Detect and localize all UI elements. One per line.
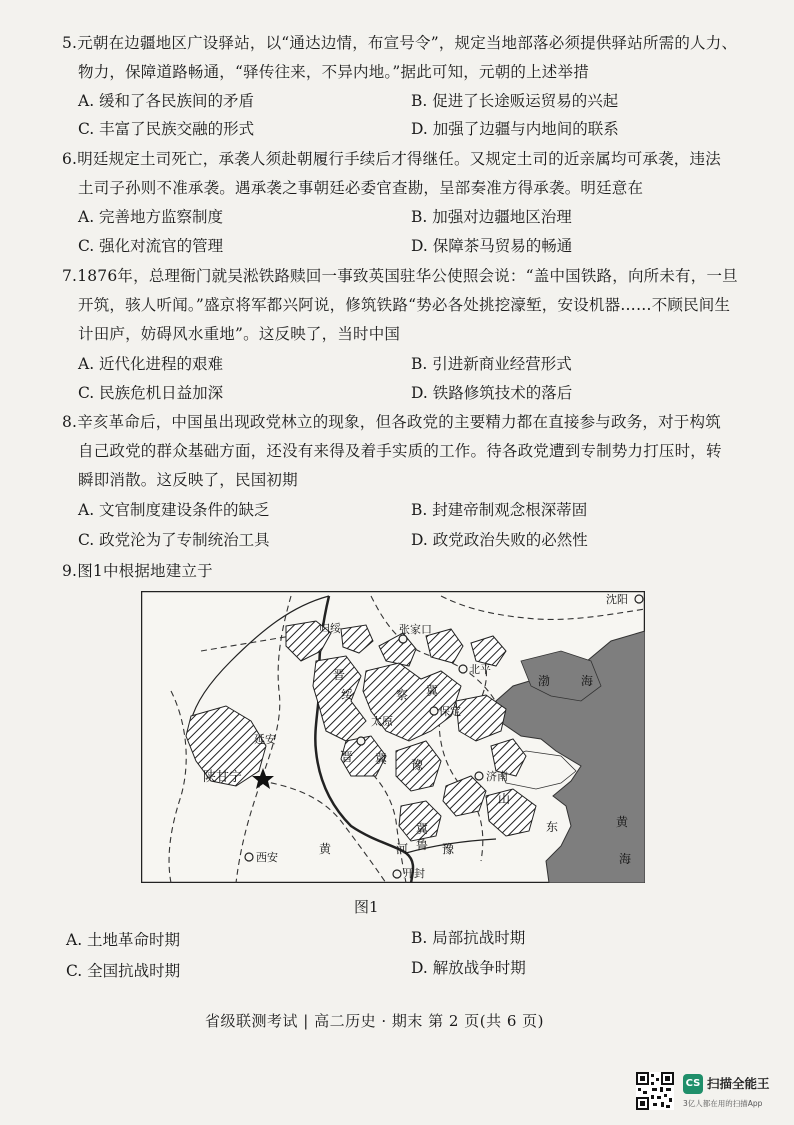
- label-yanan: 延安: [254, 733, 276, 746]
- question-6-line-2: 土司子孙则不准承袭。遇承袭之事朝廷必委官查勘，呈部奏准方得承袭。明廷意在: [78, 179, 644, 197]
- qr-code-icon: [636, 1072, 674, 1110]
- label-xian: 西安: [256, 851, 278, 864]
- question-7-line-3: 计田庐，妨碍风水重地”。这反映了，当时中国: [78, 325, 401, 343]
- question-8-option-c[interactable]: C. 政党沦为了专制统治工具: [78, 531, 270, 549]
- question-9-option-a[interactable]: A. 土地革命时期: [66, 931, 181, 949]
- question-7-option-a[interactable]: A. 近代化进程的艰难: [78, 355, 224, 373]
- label-zhangjiakou: 张家口: [399, 623, 432, 636]
- label-cha: 察: [396, 688, 409, 702]
- question-7-option-c[interactable]: C. 民族危机日益加深: [78, 384, 224, 402]
- question-6-option-c[interactable]: C. 强化对流官的管理: [78, 237, 224, 255]
- camscanner-logo-icon: CS: [683, 1074, 703, 1094]
- label-shaanganning: 陕甘宁: [203, 770, 243, 785]
- label-huang-sea-2: 海: [619, 852, 632, 866]
- question-7-line-2: 开筑，骇人听闻。”盛京将军都兴阿说，修筑铁路“势必各处挑挖濠堑，安设机器……不顾民间生: [78, 296, 731, 314]
- label-ji-lu-3: 豫: [442, 842, 455, 856]
- question-6-option-a[interactable]: A. 完善地方监察制度: [78, 208, 224, 226]
- camscanner-tagline: 3亿人都在用的扫描App: [683, 1099, 763, 1108]
- label-huang-sea-1: 黄: [616, 815, 629, 829]
- question-5-option-c[interactable]: C. 丰富了民族交融的形式: [78, 120, 255, 138]
- base-area-map: [141, 591, 645, 883]
- page-footer: 省级联测考试 | 高二历史 · 期末 第 2 页(共 6 页): [205, 1012, 545, 1030]
- question-6-option-b[interactable]: B. 加强对边疆地区治理: [411, 208, 572, 226]
- label-jin-south: 晋: [341, 750, 354, 764]
- label-baoding: 保定: [439, 705, 461, 718]
- question-6-line-1: 6.明廷规定土司死亡，承袭人须赴朝履行手续后才得继任。又规定土司的近亲属均可承袭，违法: [62, 150, 721, 168]
- question-7-option-b[interactable]: B. 引进新商业经营形式: [411, 355, 572, 373]
- label-he-river: 河: [396, 842, 409, 856]
- question-7-line-1: 7.1876年，总理衙门就吴淞铁路赎回一事致英国驻华公使照会说：“盖中国铁路，向所未有，一旦: [62, 267, 738, 285]
- label-dong: 东: [546, 820, 559, 834]
- label-yu-north: 豫: [411, 758, 424, 772]
- question-9-line-1: 9.图1中根据地建立于: [62, 562, 213, 580]
- question-9-option-b[interactable]: B. 局部抗战时期: [411, 929, 526, 947]
- label-beiping: 北平: [469, 663, 491, 676]
- question-8-line-2: 自己政党的群众基础方面，还没有来得及着手实质的工作。待各政党遭到专制势力打压时，转: [78, 442, 722, 460]
- label-huang-river: 黄: [319, 842, 332, 856]
- question-5-option-b[interactable]: B. 促进了长途贩运贸易的兴起: [411, 92, 619, 110]
- question-5-line-2: 物力，保障道路畅通，“驿传往来，不异内地。”据此可知，元朝的上述举措: [78, 63, 589, 81]
- question-8-line-1: 8.辛亥革命后，中国虽出现政党林立的现象，但各政党的主要精力都在直接参与政务，对于构筑: [62, 413, 721, 431]
- label-ji-lu-2: 鲁: [416, 838, 429, 852]
- label-ji-lu-1: 冀: [416, 822, 429, 836]
- question-8-option-b[interactable]: B. 封建帝制观念根深蒂固: [411, 501, 588, 519]
- label-shan: 山: [498, 792, 511, 806]
- label-kaifeng: 开封: [403, 867, 425, 880]
- label-shenyang: 沈阳: [606, 593, 628, 606]
- label-jin-north: 晋: [333, 668, 346, 682]
- question-9-option-d[interactable]: D. 解放战争时期: [411, 959, 526, 977]
- question-7-option-d[interactable]: D. 铁路修筑技术的落后: [411, 384, 573, 402]
- label-ji: 冀: [426, 684, 439, 698]
- label-guisui: 归绥: [319, 622, 341, 635]
- question-5-option-d[interactable]: D. 加强了边疆与内地间的联系: [411, 120, 619, 138]
- question-6-option-d[interactable]: D. 保障茶马贸易的畅通: [411, 237, 573, 255]
- label-bohai-2: 海: [581, 674, 594, 688]
- label-sui: 绥: [341, 688, 354, 702]
- question-5-option-a[interactable]: A. 缓和了各民族间的矛盾: [78, 92, 255, 110]
- question-8-option-d[interactable]: D. 政党政治失败的必然性: [411, 531, 588, 549]
- question-9-option-c[interactable]: C. 全国抗战时期: [66, 962, 181, 980]
- label-jinan: 济南: [486, 770, 508, 783]
- question-8-option-a[interactable]: A. 文官制度建设条件的缺乏: [78, 501, 270, 519]
- label-bohai-1: 渤: [538, 674, 551, 688]
- question-5-line-1: 5.元朝在边疆地区广设驿站，以“通达边情，布宣号令”，规定当地部落必须提供驿站所需的人力、: [62, 34, 738, 52]
- question-8-line-3: 瞬即消散。这反映了，民国初期: [78, 471, 298, 489]
- camscanner-name: 扫描全能王: [707, 1076, 770, 1091]
- label-taiyuan: 太原: [371, 715, 393, 728]
- figure-caption: 图1: [354, 898, 379, 916]
- label-ji-central: 冀: [375, 752, 388, 766]
